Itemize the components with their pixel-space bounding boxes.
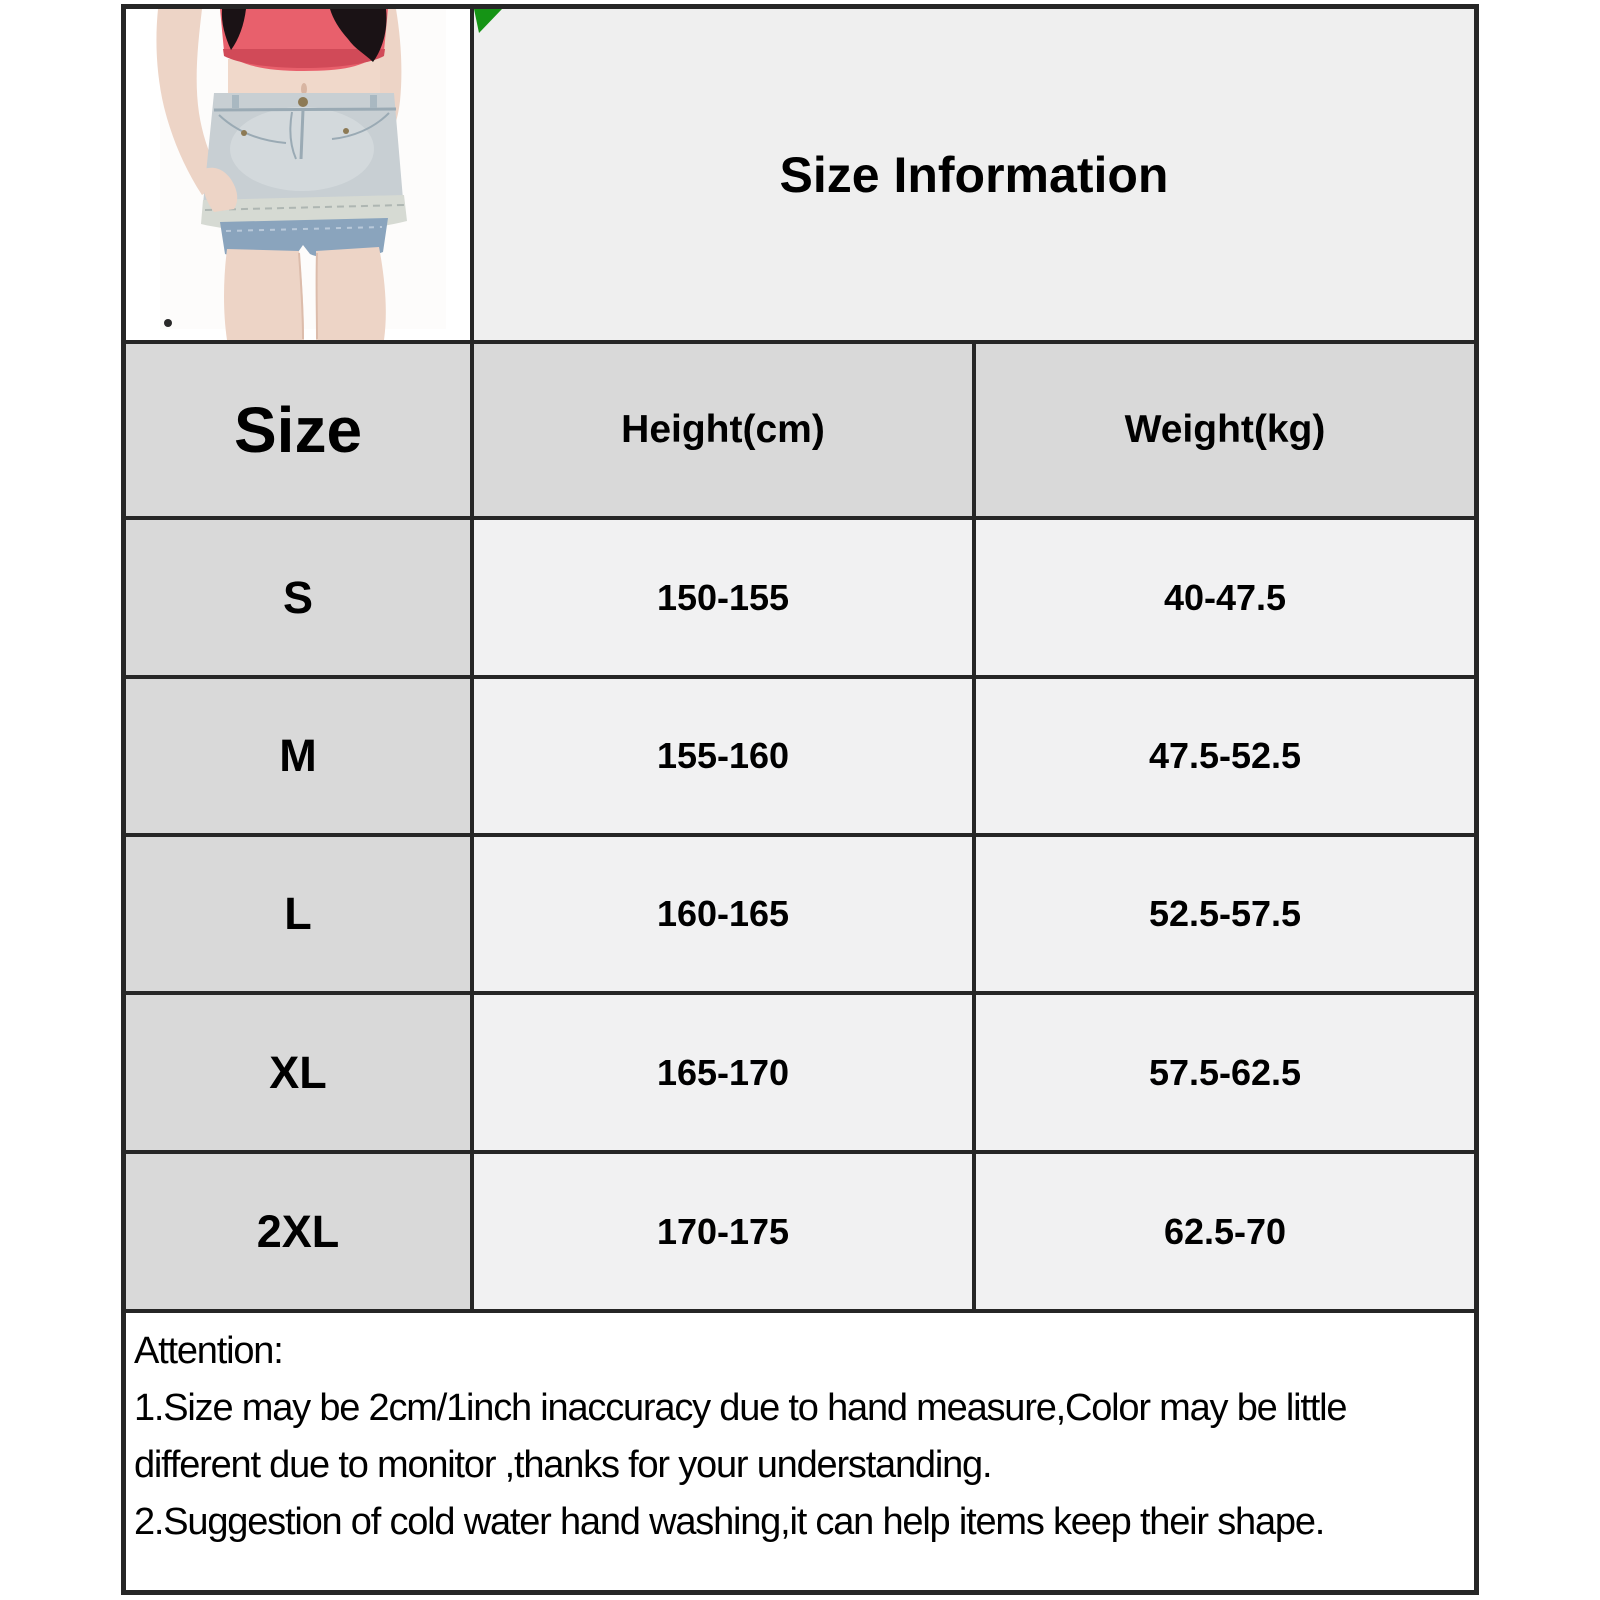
weight-cell: 52.5-57.5 xyxy=(976,837,1474,991)
model-legs xyxy=(316,247,386,340)
attention-line-1: 1.Size may be 2cm/1inch inaccuracy due to hand measure,Color may be little different due to monitor ,thanks for your understanding. xyxy=(134,1387,1347,1486)
size-cell: M xyxy=(126,679,470,833)
size-cell: XL xyxy=(126,995,470,1150)
photo-dot xyxy=(164,319,172,327)
height-cell: 170-175 xyxy=(474,1154,972,1309)
weight-cell: 62.5-70 xyxy=(976,1154,1474,1309)
height-cell: 150-155 xyxy=(474,520,972,675)
model-legs xyxy=(224,249,304,340)
product-photo-illustration xyxy=(126,9,470,340)
weight-col-header: Weight(kg) xyxy=(976,344,1474,516)
size-information-header xyxy=(474,9,1474,340)
height-col-header: Height(cm) xyxy=(474,344,972,516)
height-cell: 165-170 xyxy=(474,995,972,1150)
size-cell: L xyxy=(126,837,470,991)
weight-cell: 40-47.5 xyxy=(976,520,1474,675)
green-corner-marker xyxy=(474,9,504,35)
weight-cell: 47.5-52.5 xyxy=(976,679,1474,833)
size-cell: S xyxy=(126,520,470,675)
size-information-table xyxy=(121,4,1479,1595)
product-photo xyxy=(126,9,470,340)
page-title: Size Information xyxy=(779,146,1169,203)
attention-note xyxy=(126,1313,1474,1590)
weight-cell: 57.5-62.5 xyxy=(976,995,1474,1150)
attention-title: Attention: xyxy=(134,1330,283,1372)
height-cell: 160-165 xyxy=(474,837,972,991)
height-cell: 155-160 xyxy=(474,679,972,833)
size-col-header: Size xyxy=(126,344,470,516)
attention-line-2: 2.Suggestion of cold water hand washing,it can help items keep their shape. xyxy=(134,1501,1325,1543)
size-cell: 2XL xyxy=(126,1154,470,1309)
